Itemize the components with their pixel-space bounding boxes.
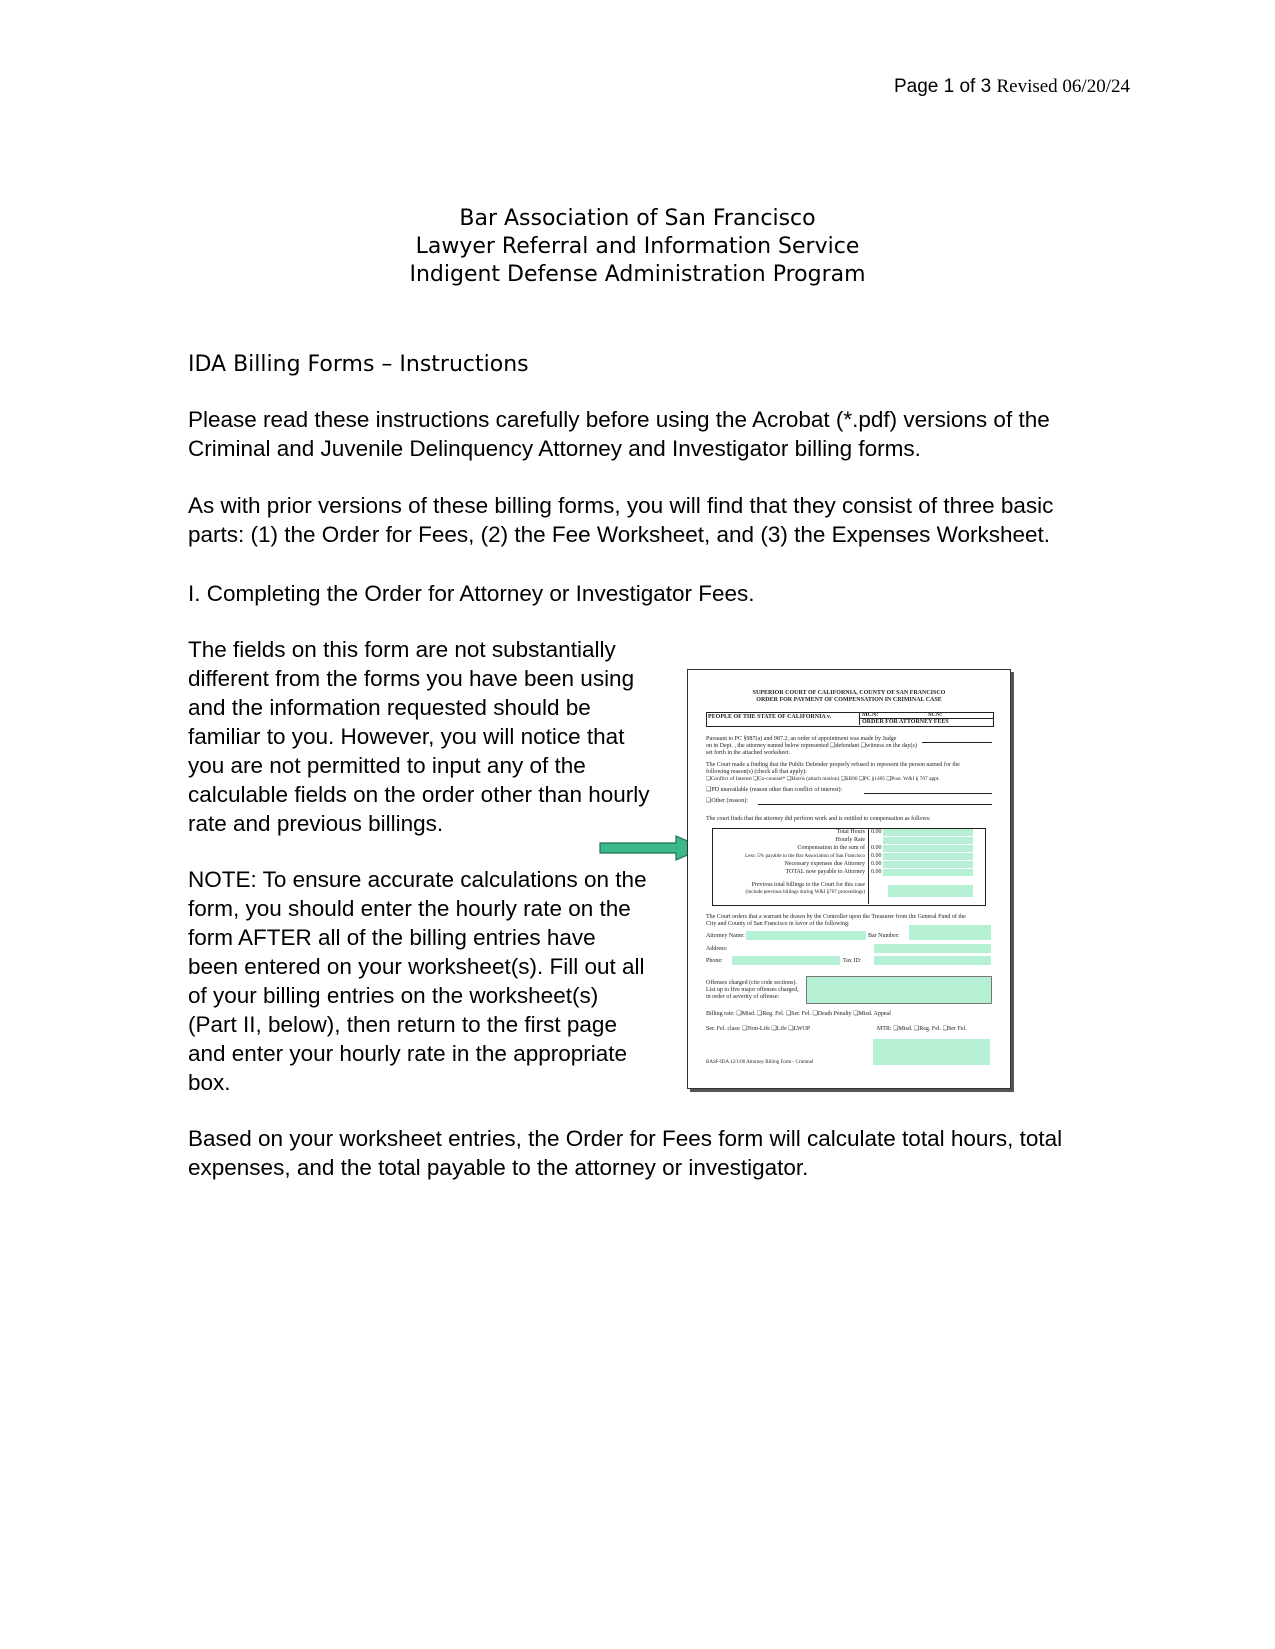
form-phone-label: Phone: — [706, 958, 723, 964]
table-zero: 0.00 — [871, 861, 882, 867]
table-zero: 0.00 — [871, 853, 882, 859]
form-text: List up to five major offenses charged, — [706, 987, 799, 993]
table-row-label: TOTAL now payable to Attorney — [785, 869, 865, 875]
note-line: form, you should enter the hourly rate on the — [188, 896, 631, 921]
form-text: ❑Conflict of Interest ❑Co-counsel* ❑Harris (attach motion) ❑SB90 ❑PC §1405 ❑Post. W&I § 707 appt. — [706, 776, 940, 782]
organization-heading — [0, 205, 1275, 289]
note-line: form AFTER all of the billing entries have — [188, 925, 596, 950]
org-line-1: Bar Association of San Francisco — [459, 206, 816, 231]
org-line-3: Indigent Defense Administration Program — [409, 262, 866, 287]
table-row-label: (include previous billings during W&I §707 proceedings) — [745, 889, 865, 895]
form-tax-id-label: Tax ID: — [843, 958, 862, 964]
table-row-label: Compensation in the sum of — [797, 845, 865, 851]
form-text: Billing rate: ❑Misd. ❑Reg. Fel. ❑Ser. Fel. ❑Death Penalty ❑Misd. Appeal — [706, 1011, 891, 1017]
order-form-thumbnail — [687, 669, 1011, 1089]
section-title: IDA Billing Forms – Instructions — [188, 352, 529, 377]
page-number: Page 1 of 3 — [893, 76, 992, 97]
intro-paragraph — [188, 405, 1050, 463]
note-paragraph — [188, 865, 647, 1097]
form-bar-number-label: Bar Number: — [868, 933, 900, 939]
form-mcn: MCN: — [862, 712, 879, 718]
note-line: box. — [188, 1070, 231, 1095]
table-zero: 0.00 — [871, 869, 882, 875]
form-text: Pursuant to PC §987(a) and 987.2, an order of appointment was made by Judge — [706, 736, 897, 742]
org-line-2: Lawyer Referral and Information Service — [415, 234, 860, 259]
subsection-title: I. Completing the Order for Attorney or Investigator Fees. — [188, 581, 755, 606]
form-text: The court finds that the attorney did perform work and is entitled to compensation as follows: — [706, 816, 931, 822]
fields-line: you are not permitted to input any of the — [188, 753, 586, 778]
table-row-label: Previous total billings to the Court for this case — [751, 882, 865, 888]
form-footer: BASF-IDA 12/1/00 Attorney Billing Form - Criminal — [706, 1060, 814, 1065]
fields-line: The fields on this form are not substantially — [188, 637, 616, 662]
fields-line: rate and previous billings. — [188, 811, 444, 836]
form-text: MTR: ❑Misd. ❑Reg. Fel. ❑Ser Fel. — [877, 1026, 967, 1032]
table-zero: 0.00 — [871, 845, 882, 851]
form-text: in order of severity of offense: — [706, 994, 780, 1000]
form-text: on in Dept. , the attorney named below represented ❑defendant ❑witness on the day(s) — [706, 743, 917, 749]
note-line: and enter your hourly rate in the appropriate — [188, 1041, 628, 1066]
form-text: The Court orders that a warrant be drawn by the Controller upon the Treasurer from the General Fund of the — [706, 914, 966, 920]
form-text: Offenses charged (cite code sections). — [706, 980, 797, 986]
revision-date: Revised 06/20/24 — [996, 76, 1130, 97]
closing-paragraph — [188, 1124, 1062, 1182]
parts-paragraph — [188, 491, 1053, 549]
fields-line: different from the forms you have been using — [188, 666, 635, 691]
closing-line-1: Based on your worksheet entries, the Order for Fees form will calculate total hours, total — [188, 1126, 1063, 1151]
note-line: NOTE: To ensure accurate calculations on the — [188, 867, 647, 892]
page-header — [894, 76, 1130, 98]
fields-line: familiar to you. However, you will notice that — [188, 724, 625, 749]
form-title-2: ORDER FOR PAYMENT OF COMPENSATION IN CRIMINAL CASE — [756, 697, 942, 703]
form-text: Ser. Fel. class: ❑Non-Life ❑Life ❑LWOP — [706, 1026, 811, 1032]
form-text: City and County of San Francisco in favor of the following: — [706, 921, 850, 927]
intro-line-2: Criminal and Juvenile Delinquency Attorney and Investigator billing forms. — [188, 436, 921, 461]
form-text: following reason(s) (check all that apply): — [706, 769, 807, 775]
form-text: ❑Other (reason): — [706, 798, 748, 804]
form-order-label: ORDER FOR ATTORNEY FEES — [862, 719, 949, 725]
table-row-label: Necessary expenses due Attorney — [784, 861, 865, 867]
closing-line-2: expenses, and the total payable to the attorney or investigator. — [188, 1155, 809, 1180]
intro-line-1: Please read these instructions carefully before using the Acrobat (*.pdf) versions of the — [188, 407, 1050, 432]
table-row-label: Hourly Rate — [835, 837, 865, 843]
fields-paragraph — [188, 635, 650, 838]
table-zero: 0.00 — [871, 829, 882, 835]
table-row-label: Total Hours — [836, 829, 865, 835]
form-text: set forth in the attached worksheet. — [706, 750, 790, 756]
fields-line: and the information requested should be — [188, 695, 591, 720]
form-address-label: Address: — [706, 946, 728, 952]
table-row-label: Less: 5% payable to the Bar Association of San Francisco — [744, 853, 865, 859]
form-people: PEOPLE OF THE STATE OF CALIFORNIA v. — [708, 714, 832, 720]
form-scn: SCN: — [928, 712, 943, 718]
form-attorney-name-label: Attorney Name: — [706, 933, 745, 939]
form-title-1: SUPERIOR COURT OF CALIFORNIA, COUNTY OF SAN FRANCISCO — [752, 690, 946, 696]
form-text: ❑PD unavailable (reason other than conflict of interest): — [706, 787, 843, 793]
note-line: (Part II, below), then return to the first page — [188, 1012, 617, 1037]
note-line: of your billing entries on the worksheet(s) — [188, 983, 599, 1008]
note-line: been entered on your worksheet(s). Fill out all — [188, 954, 645, 979]
fields-line: calculable fields on the order other than hourly — [188, 782, 650, 807]
parts-line-2: parts: (1) the Order for Fees, (2) the Fee Worksheet, and (3) the Expenses Worksheet. — [188, 522, 1051, 547]
form-text: The Court made a finding that the Public Defender properly refused to represent the person named for the — [706, 762, 960, 768]
parts-line-1: As with prior versions of these billing forms, you will find that they consist of three basic — [188, 493, 1054, 518]
